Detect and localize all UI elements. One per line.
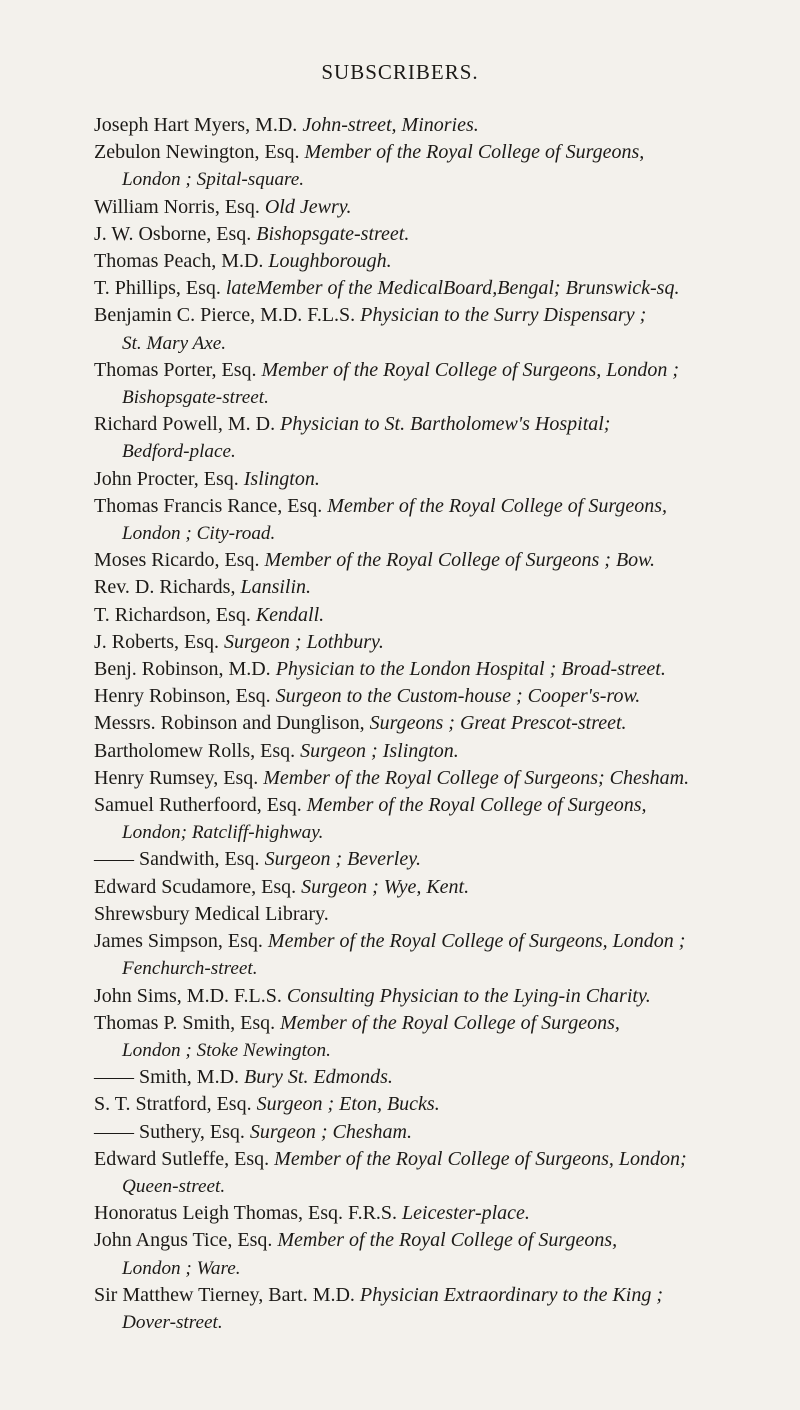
subscriber-entry	[94, 493, 784, 547]
subscriber-name: Edward Scudamore, Esq.	[94, 875, 302, 898]
entry-line	[94, 411, 784, 438]
entry-line	[94, 493, 784, 520]
subscriber-name: Shrewsbury Medical Library.	[94, 902, 329, 925]
entry-line	[94, 901, 784, 928]
page-header: SUBSCRIBERS.	[321, 60, 479, 84]
entry-line	[94, 1282, 784, 1309]
subscriber-entry	[94, 1146, 784, 1200]
subscriber-name: Thomas Porter, Esq.	[94, 358, 262, 381]
subscriber-description: Member of the Royal College of Surgeons,	[280, 1011, 620, 1034]
entry-continuation-line	[94, 1255, 784, 1282]
subscriber-name: Sir Matthew Tierney, Bart. M.D.	[94, 1283, 360, 1306]
entry-line	[94, 1200, 784, 1227]
entry-line	[94, 629, 784, 656]
subscriber-description: Consulting Physician to the Lying-in Charity.	[286, 984, 651, 1007]
entry-line	[94, 1010, 784, 1037]
entry-line	[94, 248, 784, 275]
subscriber-entry	[94, 738, 784, 765]
entry-line	[94, 275, 784, 302]
subscriber-description: St. Mary Axe.	[122, 332, 227, 354]
entry-continuation-line	[94, 330, 784, 357]
subscriber-name: James Simpson, Esq.	[94, 930, 268, 953]
subscriber-name: —— Smith, M.D.	[94, 1066, 245, 1089]
subscriber-description: Member of the Royal College of Surgeons, London;	[274, 1147, 687, 1170]
entry-line	[94, 983, 784, 1010]
entry-line	[94, 139, 784, 166]
subscriber-description: Bishopsgate-street.	[122, 387, 269, 409]
subscriber-description: Bury St. Edmonds.	[244, 1066, 393, 1089]
subscriber-description: Islington.	[243, 467, 320, 490]
subscriber-entry	[94, 1091, 784, 1118]
subscriber-description: Member of the Royal College of Surgeons,	[327, 494, 668, 517]
entry-line	[94, 357, 784, 384]
subscriber-name: William Norris, Esq.	[94, 195, 265, 218]
entry-continuation-line	[94, 520, 784, 547]
subscriber-name: T. Richardson, Esq.	[94, 603, 256, 626]
subscriber-entry	[94, 656, 784, 683]
subscriber-name: Richard Powell, M. D.	[94, 413, 281, 436]
entry-line	[94, 466, 784, 493]
subscriber-description: Surgeon ; Wye, Kent.	[301, 875, 470, 898]
subscriber-entry	[94, 1200, 784, 1227]
subscriber-entry	[94, 275, 784, 302]
subscriber-description: Member of the Royal College of Surgeons ; Bow.	[264, 549, 656, 572]
subscriber-name: Benj. Robinson, M.D.	[94, 658, 276, 681]
subscriber-entry	[94, 547, 784, 574]
subscriber-description: London; Ratcliff-highway.	[122, 822, 324, 844]
subscriber-entry	[94, 928, 784, 982]
entry-continuation-line	[94, 819, 784, 846]
entry-line	[94, 846, 784, 873]
subscriber-description: London ; City-road.	[122, 523, 276, 545]
entry-line	[94, 738, 784, 765]
subscriber-name: John Angus Tice, Esq.	[94, 1229, 278, 1252]
subscriber-description: Member of the Royal College of Surgeons; Chesham.	[263, 766, 690, 789]
subscriber-description: Queen-street.	[122, 1175, 226, 1197]
subscriber-description: Surgeon ; Beverley.	[264, 848, 421, 871]
subscriber-entry	[94, 683, 784, 710]
subscriber-name: Thomas P. Smith, Esq.	[94, 1011, 281, 1034]
entry-line	[94, 656, 784, 683]
subscriber-description: Member of the Royal College of Surgeons,	[304, 141, 645, 164]
subscriber-entry	[94, 792, 784, 846]
entry-line	[94, 874, 784, 901]
subscriber-name: Benjamin C. Pierce, M.D. F.L.S.	[94, 304, 361, 327]
subscriber-description: London ; Stoke Newington.	[122, 1039, 331, 1061]
subscriber-name: Honoratus Leigh Thomas, Esq. F.R.S.	[94, 1202, 403, 1225]
subscriber-description: Physician to the Surry Dispensary ;	[360, 304, 647, 327]
subscriber-description: Lansilin.	[240, 576, 312, 599]
subscriber-description: Surgeon ; Eton, Bucks.	[256, 1093, 440, 1116]
subscriber-description: Surgeons ; Great Prescot-street.	[369, 712, 627, 735]
subscriber-name: Samuel Rutherfoord, Esq.	[94, 794, 307, 817]
entry-line	[94, 1064, 784, 1091]
subscriber-name: —— Sandwith, Esq.	[94, 848, 265, 871]
subscriber-description: Bishopsgate-street.	[256, 222, 410, 245]
subscriber-name: Thomas Francis Rance, Esq.	[94, 494, 328, 517]
subscriber-entry	[94, 194, 784, 221]
subscriber-name: Edward Sutleffe, Esq.	[94, 1147, 275, 1170]
subscriber-description: Member of the Royal College of Surgeons, London ;	[267, 930, 686, 953]
subscriber-entry	[94, 629, 784, 656]
subscriber-name: J. W. Osborne, Esq.	[94, 222, 257, 245]
subscriber-entry	[94, 901, 784, 928]
entry-line	[94, 302, 784, 329]
subscriber-name: Rev. D. Richards,	[94, 576, 241, 599]
subscriber-entry	[94, 1227, 784, 1281]
subscriber-entry	[94, 710, 784, 737]
subscriber-description: Loughborough.	[268, 250, 392, 273]
subscriber-name: Henry Robinson, Esq.	[94, 685, 276, 708]
entry-line	[94, 1227, 784, 1254]
subscriber-entry	[94, 248, 784, 275]
subscriber-description: Member of the Royal College of Surgeons, London ;	[261, 358, 680, 381]
entry-continuation-line	[94, 1037, 784, 1064]
entry-continuation-line	[94, 955, 784, 982]
subscriber-entry	[94, 1282, 784, 1336]
subscriber-description: London ; Ware.	[122, 1257, 241, 1279]
subscriber-entry	[94, 983, 784, 1010]
subscriber-entry	[94, 112, 784, 139]
subscriber-description: Physician to the London Hospital ; Broad-street.	[275, 658, 666, 681]
entry-continuation-line	[94, 384, 784, 411]
subscriber-name: T. Phillips, Esq.	[94, 277, 226, 300]
subscriber-description: Fenchurch-street.	[122, 958, 258, 980]
entry-line	[94, 765, 784, 792]
subscriber-description: Kendall.	[255, 603, 325, 626]
entry-line	[94, 928, 784, 955]
subscriber-name: John Procter, Esq.	[94, 467, 244, 490]
subscriber-description: Physician to St. Bartholomew's Hospital;	[280, 413, 611, 436]
subscriber-name: J. Roberts, Esq.	[94, 630, 224, 653]
entry-line	[94, 792, 784, 819]
subscriber-description: lateMember of the MedicalBoard,Bengal; Brunswick-sq.	[225, 277, 680, 300]
subscriber-entry	[94, 1010, 784, 1064]
subscriber-name: Zebulon Newington, Esq.	[94, 141, 305, 164]
subscriber-entry	[94, 874, 784, 901]
subscriber-description: Old Jewry.	[264, 195, 352, 218]
entry-line	[94, 602, 784, 629]
subscriber-name: Moses Ricardo, Esq.	[94, 549, 265, 572]
entry-continuation-line	[94, 1173, 784, 1200]
subscriber-entry	[94, 302, 784, 356]
subscriber-entry	[94, 574, 784, 601]
entry-continuation-line	[94, 166, 784, 193]
subscriber-description: Surgeon ; Chesham.	[249, 1120, 412, 1143]
subscriber-description: Member of the Royal College of Surgeons,	[277, 1229, 618, 1252]
subscriber-entry	[94, 411, 784, 465]
subscriber-description: Surgeon ; Lothbury.	[224, 630, 384, 653]
subscriber-entry	[94, 602, 784, 629]
subscriber-entry	[94, 1064, 784, 1091]
subscriber-description: Dover-street.	[122, 1311, 223, 1333]
subscriber-description: Surgeon to the Custom-house ; Cooper's-row.	[275, 685, 641, 708]
subscriber-entry	[94, 466, 784, 493]
subscriber-name: S. T. Stratford, Esq.	[94, 1093, 257, 1116]
subscriber-entry	[94, 357, 784, 411]
subscriber-entry	[94, 139, 784, 193]
subscriber-entry	[94, 846, 784, 873]
entry-line	[94, 1091, 784, 1118]
subscriber-description: John-street, Minories.	[302, 114, 479, 136]
subscriber-name: Joseph Hart Myers, M.D.	[94, 114, 303, 136]
subscriber-name: Messrs. Robinson and Dunglison,	[94, 712, 370, 735]
entry-line	[94, 221, 784, 248]
entry-line	[94, 1146, 784, 1173]
subscriber-name: Thomas Peach, M.D.	[94, 250, 269, 273]
subscriber-description: Surgeon ; Islington.	[300, 739, 459, 762]
subscriber-name: —— Suthery, Esq.	[94, 1120, 250, 1143]
subscriber-name: John Sims, M.D. F.L.S.	[94, 984, 287, 1007]
entry-continuation-line	[94, 438, 784, 465]
subscriber-description: Physician Extraordinary to the King ;	[359, 1283, 664, 1306]
subscriber-list	[94, 112, 784, 1336]
subscriber-description: Bedford-place.	[122, 441, 236, 463]
entry-line	[94, 547, 784, 574]
entry-line	[94, 194, 784, 221]
entry-line	[94, 112, 784, 139]
entry-line	[94, 1119, 784, 1146]
subscriber-entry	[94, 1119, 784, 1146]
subscriber-description: Member of the Royal College of Surgeons,	[306, 794, 647, 817]
entry-line	[94, 574, 784, 601]
subscriber-entry	[94, 765, 784, 792]
subscriber-name: Henry Rumsey, Esq.	[94, 766, 264, 789]
entry-continuation-line	[94, 1309, 784, 1336]
subscriber-entry	[94, 221, 784, 248]
subscriber-name: Bartholomew Rolls, Esq.	[94, 739, 301, 762]
subscriber-description: London ; Spital-square.	[122, 169, 305, 191]
entry-line	[94, 710, 784, 737]
subscriber-description: Leicester-place.	[402, 1202, 530, 1225]
entry-line	[94, 683, 784, 710]
